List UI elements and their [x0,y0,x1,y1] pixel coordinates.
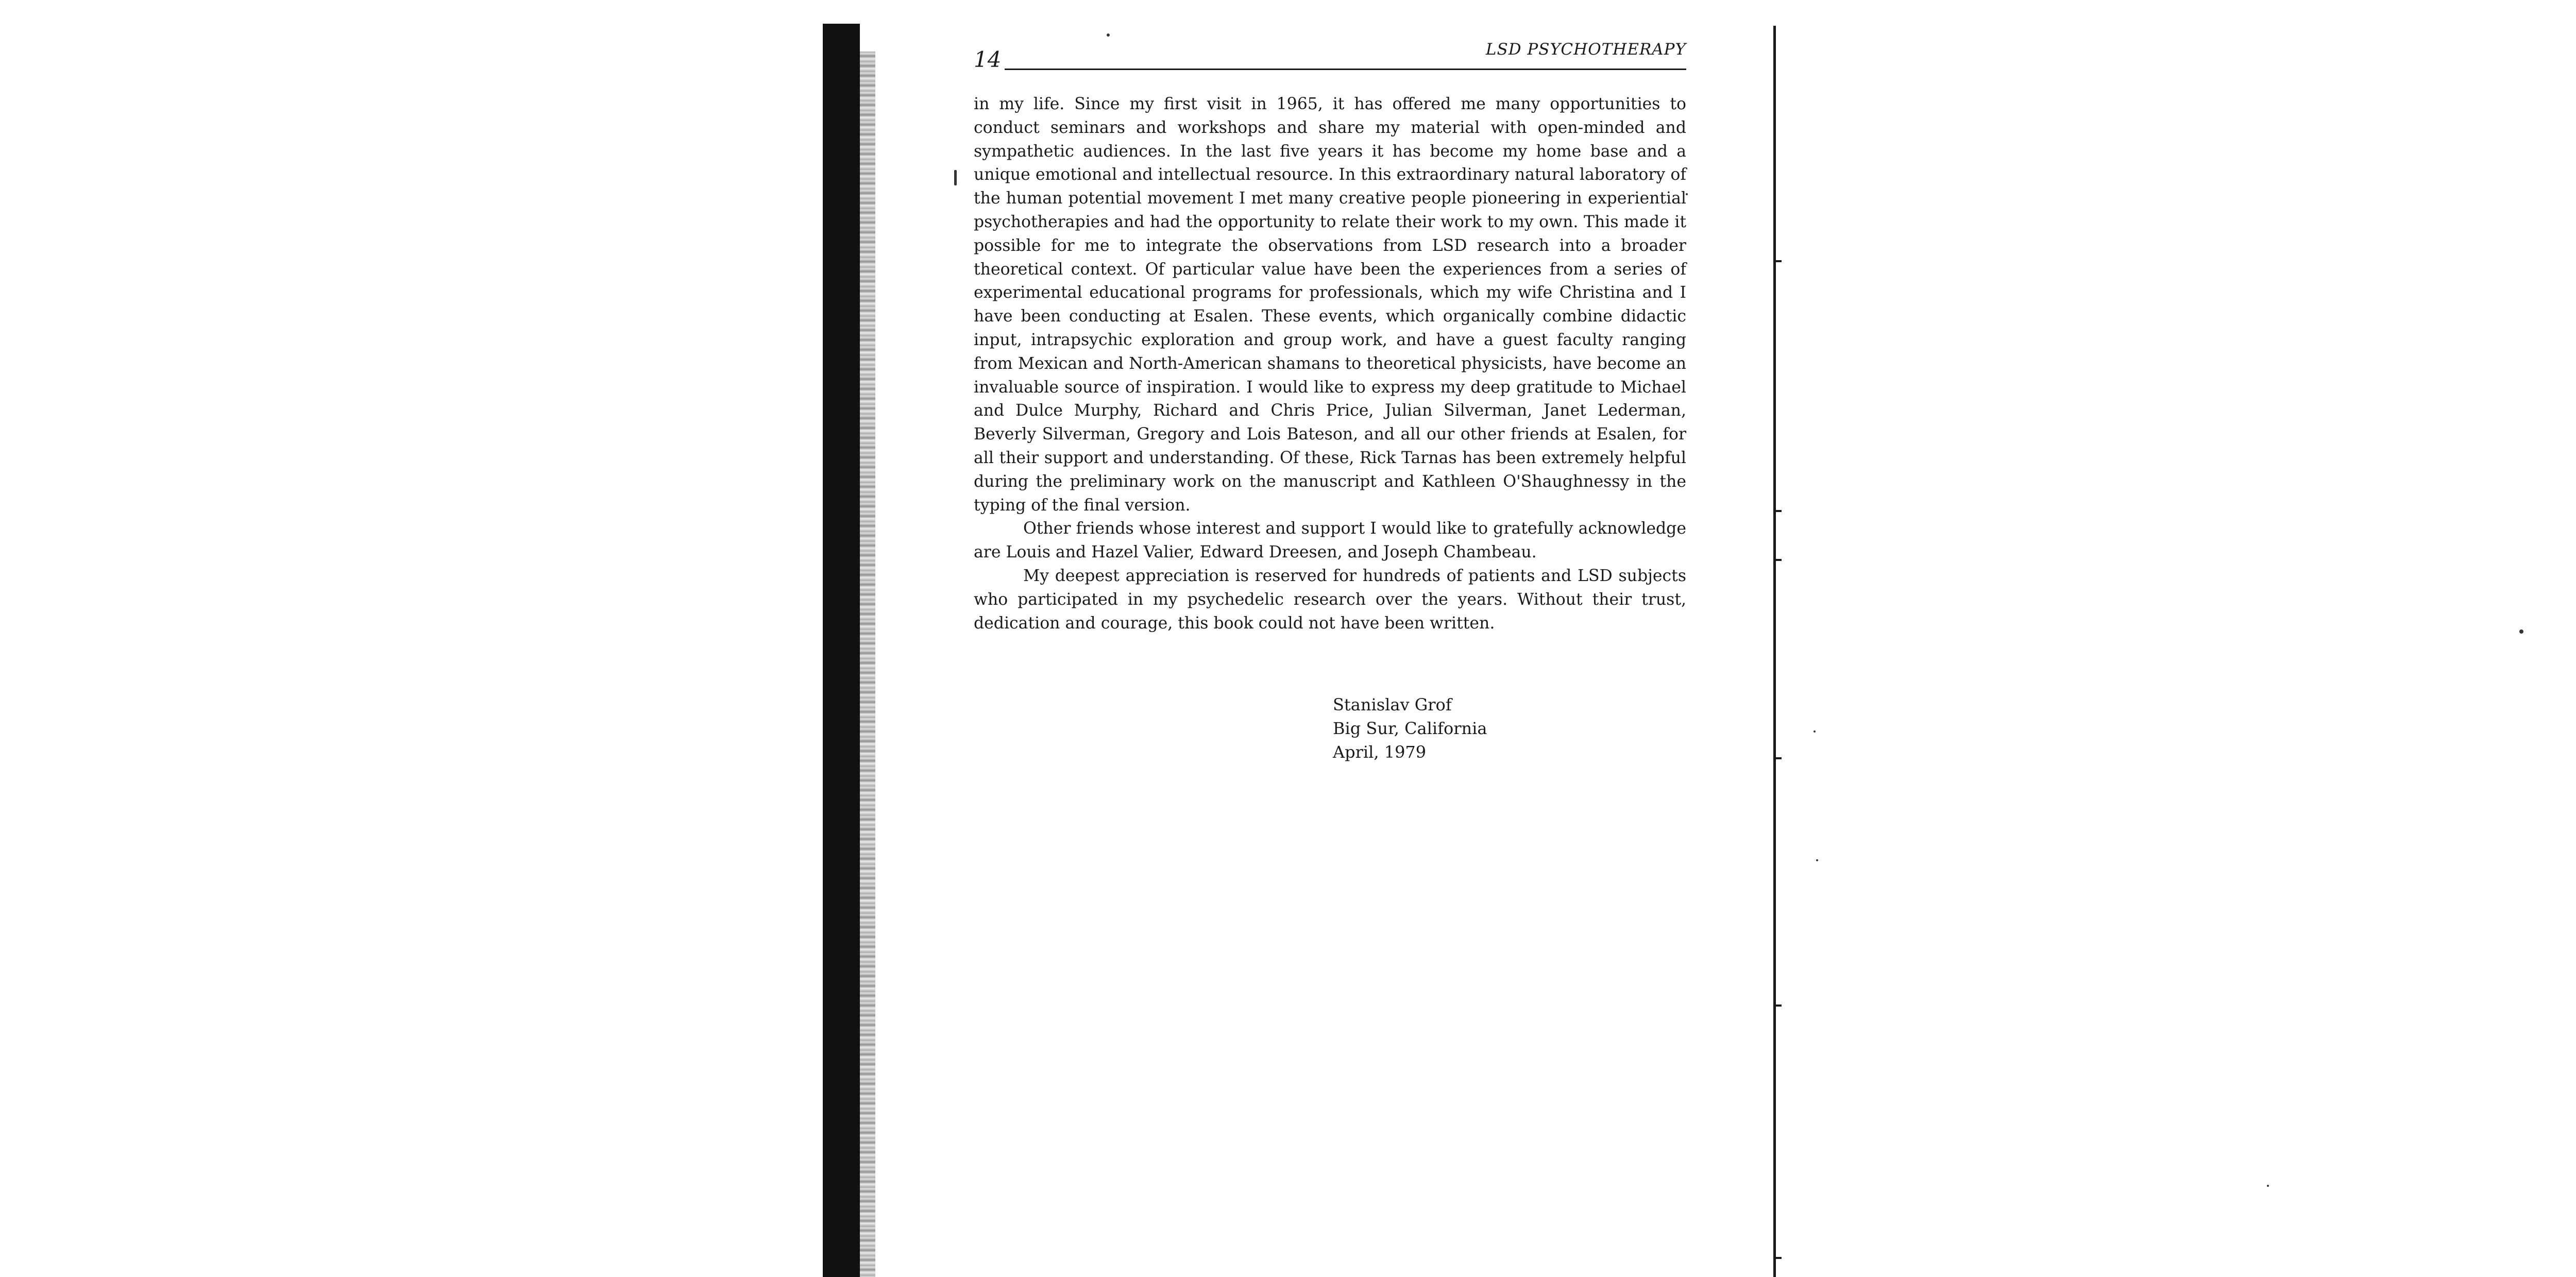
running-head [974,35,1686,76]
dust-speck [2519,629,2523,634]
running-title: LSD PSYCHOTHERAPY [1485,40,1686,59]
signature-place: Big Sur, California [1333,719,1487,738]
dust-speck [954,170,957,185]
edge-mark [1775,559,1782,561]
edge-mark [1775,1257,1782,1259]
author-name: Stanislav Grof [1333,695,1452,714]
header-rule [1005,69,1686,70]
edge-mark [1775,757,1782,759]
paragraph: in my life. Since my first visit in 1965, it has offered me many opportunities to conduct seminars and workshops and share my material with open-minded and sympathetic audiences. In the last five years it has become my home base and a unique emotional and intellectual resource. In this extraordinary natural laboratory of the human potential movement I met many creative people pioneering in experiential psychotherapies and had the opportunity to relate their work to my own. This made it possible for me to integrate the observations from LSD research into a broader theoretical context. Of particular value have been the experiences from a series of experimental educational programs for professionals, which my wife Christina and I have been conducting at Esalen. These events, which organically combine didactic input, intrapsychic exploration and group work, and have a guest faculty ranging from Mexican and North-American shamans to theoretical physicists, have become an invaluable source of inspiration. I would like to express my deep gratitude to Michael and Dulce Murphy, Richard and Chris Price, Julian Silverman, Janet Lederman, Beverly Silverman, Gregory and Lois Bateson, and all our other friends at Esalen, for all their support and understanding. Of these, Rick Tarnas has been extremely helpful during the preliminary work on the manuscript and Kathleen O'Shaughnessy in the typing of the final version. [974,95,1686,515]
binding-shadow [860,52,875,1277]
signature-date: April, 1979 [1333,742,1427,762]
paragraph: Other friends whose interest and support I would like to gratefully acknowledge are Louis and Hazel Valier, Edward Dreesen, and Joseph Chambeau. [974,519,1686,562]
dust-speck [2267,1185,2269,1187]
binding-edge [823,24,860,1277]
edge-mark [1775,510,1782,512]
body-text [974,93,1686,635]
signature-block [1333,693,1487,764]
edge-mark [1775,260,1782,262]
edge-mark [1775,1004,1782,1007]
paragraph: My deepest appreciation is reserved for hundreds of patients and LSD subjects who participated in my psychedelic research over the years. Without their trust, dedication and courage, this book could not have been written. [974,566,1686,633]
page-number: 14 [974,47,1002,72]
dust-speck [1814,730,1816,733]
dust-speck [1816,859,1818,861]
page-edge-line [1773,26,1776,1277]
